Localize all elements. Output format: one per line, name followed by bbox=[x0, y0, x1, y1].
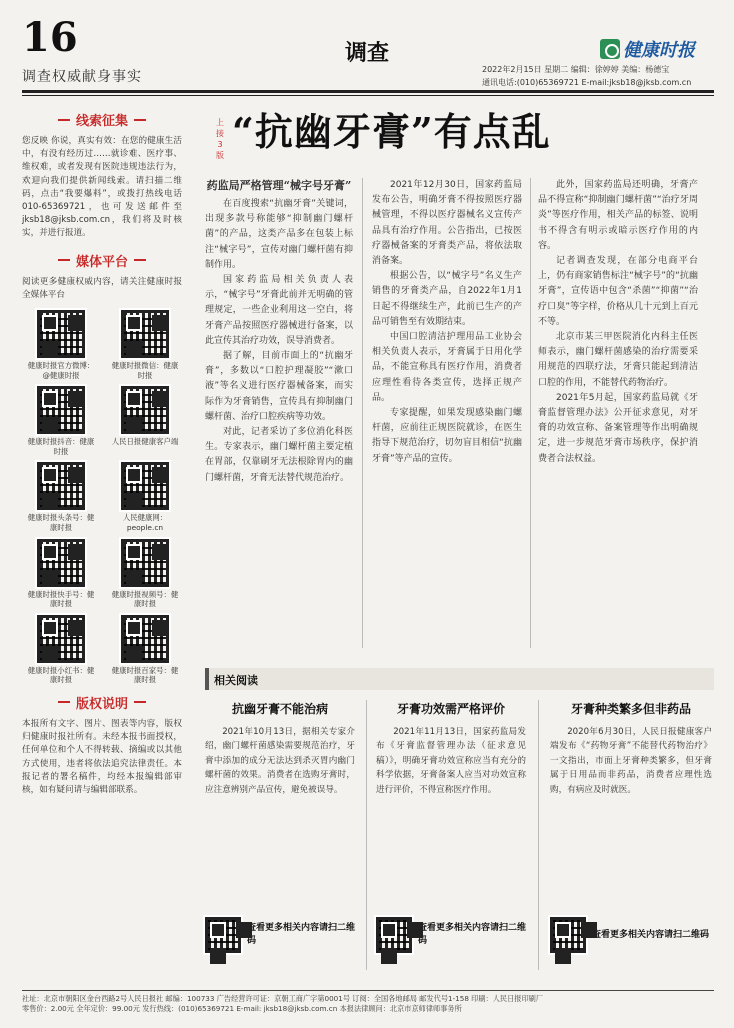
related-item-footer bbox=[550, 917, 712, 953]
paragraph: 2021年10月13日，据相关专家介绍，幽门螺杆菌感染需要规范治疗，牙膏中添加的成分无法达到杀灭胃内幽门螺杆菌的效果。消费者在选购牙膏时，应注意辨别产品宣传，避免被误导。 bbox=[205, 727, 355, 795]
qr-item[interactable] bbox=[110, 615, 180, 685]
qr-code-icon[interactable] bbox=[121, 615, 169, 663]
footer-line: 零售价：2.00元 全年定价：99.00元 发行热线：(010)65369721 E-mail: jksb18@jksb.com.cn 本报法律顾问：北京市京师律师事务所 bbox=[22, 1004, 462, 1013]
section-title: 调查 bbox=[344, 40, 389, 66]
header-rule-thin bbox=[22, 95, 714, 96]
related-item bbox=[376, 700, 526, 953]
media-text: 阅读更多健康权威内容，请关注健康时报全媒体平台 bbox=[22, 276, 182, 300]
article-column-3 bbox=[538, 178, 698, 648]
paragraph: 北京市某三甲医院消化内科主任医师表示，幽门螺杆菌感染的治疗需要采用规范的四联疗法，牙膏只能起到清洁口腔的作用，不能替代药物治疗。 bbox=[538, 332, 698, 388]
article-column-2 bbox=[372, 178, 522, 648]
slogan: 调查权威献身事实 bbox=[22, 69, 142, 85]
qr-code-icon[interactable] bbox=[550, 917, 586, 953]
related-item bbox=[550, 700, 712, 953]
footer bbox=[22, 994, 714, 1014]
qr-label: 健康时报小红书：健康时报 bbox=[27, 665, 95, 685]
column-divider bbox=[530, 178, 531, 648]
qr-code-icon[interactable] bbox=[376, 917, 412, 953]
related-item-body bbox=[550, 725, 712, 915]
paragraph: 2021年5月起，国家药监局就《牙膏监督管理办法》公开征求意见，对牙膏的功效宣称、备案管理等作出明确规定，进一步规范牙膏市场秩序，保护消费者合法权益。 bbox=[538, 392, 698, 464]
column-divider bbox=[538, 700, 539, 970]
copyright-text: 本报所有文字、图片、图表等内容，版权归健康时报社所有。未经本报书面授权，任何单位和个人不得转载、摘编或以其他方式使用，违者将依法追究法律责任。本报记者的署名稿件，均经本报编辑部审核，如有疑问请与编辑部联系。 bbox=[22, 718, 182, 795]
page-number: 16 bbox=[22, 14, 78, 61]
related-item-title: 牙膏功效需严格评价 bbox=[396, 702, 505, 716]
paragraph: 记者调查发现，在部分电商平台上，仍有商家销售标注“械字号”的“抗幽牙膏”，宣传语中包含“杀菌”“抑菌”“治疗口臭”等字样，价格从几十元到上百元不等。 bbox=[538, 256, 698, 327]
qr-item[interactable] bbox=[26, 539, 96, 609]
related-item-footer bbox=[376, 917, 526, 953]
read-more-link[interactable]: 查看更多相关内容请扫二维码 bbox=[247, 923, 356, 946]
qr-code-icon[interactable] bbox=[37, 615, 85, 663]
qr-code-icon[interactable] bbox=[121, 462, 169, 510]
column-divider bbox=[366, 700, 367, 970]
qr-code-icon[interactable] bbox=[121, 539, 169, 587]
read-more-link[interactable]: 查看更多相关内容请扫二维码 bbox=[418, 923, 527, 946]
qr-code-icon[interactable] bbox=[37, 310, 85, 358]
qr-label: 健康时报百家号：健康时报 bbox=[111, 665, 179, 685]
article-column-1 bbox=[205, 178, 353, 648]
qr-item[interactable] bbox=[110, 310, 180, 380]
footer-rule bbox=[22, 990, 714, 991]
clue-text: 您反映 你说，真实有效：在您的健康生活中，有没有经历过……就诊难、医疗事、维权难，或者发现有医院违规违法行为，欢迎向我们提供新闻线索。请扫描二维码，点击“我要爆料”，或拨打热线电话010-65369721，也可发送邮件至jksb18@jksb.com.cn，我们将及时核实，并进行报道。 bbox=[22, 136, 182, 239]
qr-item[interactable] bbox=[110, 386, 180, 456]
header-rule bbox=[22, 90, 714, 93]
qr-code-icon[interactable] bbox=[205, 917, 241, 953]
paragraph: 对此，记者采访了多位消化科医生。专家表示，幽门螺杆菌主要定植在胃部，仅靠刷牙无法根除胃内的幽门螺杆菌，牙膏无法替代规范治疗。 bbox=[205, 427, 353, 483]
copyright-heading: 版权说明 bbox=[22, 693, 182, 712]
column-divider bbox=[362, 178, 363, 648]
qr-label: 健康时报抖音：健康时报 bbox=[27, 437, 95, 456]
qr-item[interactable] bbox=[26, 386, 96, 456]
paragraph: 2021年11月13日，国家药监局发布《牙膏监督管理办法（征求意见稿）》，明确牙膏功效宣称应当有充分的科学依据，牙膏备案人应当对功效宣称进行评价，不得宣称医疗作用。 bbox=[376, 727, 526, 795]
related-item bbox=[205, 700, 355, 953]
qr-code-icon[interactable] bbox=[37, 386, 85, 434]
masthead-logo bbox=[600, 36, 695, 62]
paragraph: 2020年6月30日，人民日报健康客户端发布《“药物牙膏”不能替代药物治疗》一文指出，市面上牙膏种类繁多，但牙膏属于日用品而非药品，消费者应理性选购，有病应及时就医。 bbox=[550, 727, 712, 795]
paragraph: 中国口腔清洁护理用品工业协会相关负责人表示，牙膏属于日用化学品，不能宣称具有医疗作用，消费者应理性看待各类宣传，选择正规产品。 bbox=[372, 332, 522, 403]
qr-code-icon[interactable] bbox=[121, 310, 169, 358]
paragraph: 在百度搜索“抗幽牙膏”关键词，出现多款号称能够“抑制幽门螺杆菌”的产品，这类产品多在包装上标注“械字号”，宣传对幽门螺杆菌有抑制作用。 bbox=[205, 199, 353, 270]
related-bar bbox=[205, 668, 714, 690]
qr-label: 健康时报快手号：健康时报 bbox=[27, 589, 95, 609]
continued-from: 上接3版 bbox=[216, 118, 224, 160]
related-item-body bbox=[205, 725, 355, 915]
related-item-title: 牙膏种类繁多但非药品 bbox=[570, 702, 691, 716]
headline: “抗幽牙膏”有点乱 bbox=[232, 109, 551, 154]
paragraph: 专家提醒，如果发现感染幽门螺杆菌，应前往正规医院就诊，在医生指导下规范治疗，切勿盲目相信“抗幽牙膏”等产品的宣传。 bbox=[372, 408, 522, 464]
sidebar bbox=[22, 110, 182, 1028]
issue-meta: 2022年2月15日 星期二 编辑：徐婷婷 美编：杨德宝 bbox=[482, 65, 670, 74]
qr-label: 人民健康网：people.cn bbox=[122, 513, 168, 532]
contact-meta: 通讯电话:(010)65369721 E-mail:jksb18@jksb.com.cn bbox=[482, 78, 692, 87]
paragraph: 此外，国家药监局还明确，牙膏产品不得宣称“抑制幽门螺杆菌”“治疗牙周炎”等医疗作用，相关产品的标签、说明书不得含有明示或暗示医疗作用的内容。 bbox=[538, 180, 698, 251]
clue-heading: 线索征集 bbox=[22, 110, 182, 129]
paragraph: 据了解，目前市面上的“抗幽牙膏”，多数以“口腔护理凝胶”“漱口液”等名义进行医疗器械备案，而实际作为牙膏销售，宣传具有抑制幽门螺杆菌、治疗口腔疾病等功效。 bbox=[205, 351, 353, 422]
footer-line: 社址：北京市朝阳区金台西路2号人民日报社 邮编：100733 广告经营许可证：京朝工商广字第0001号 订阅：全国各地邮局 邮发代号1-158 印刷：人民日报印刷厂 bbox=[22, 994, 544, 1003]
related-item-footer bbox=[205, 917, 355, 953]
qr-item[interactable] bbox=[110, 539, 180, 609]
qr-code-icon[interactable] bbox=[37, 539, 85, 587]
qr-label: 人民日报健康客户端 bbox=[111, 437, 179, 447]
qr-item[interactable] bbox=[110, 462, 180, 532]
qr-code-icon[interactable] bbox=[37, 462, 85, 510]
related-title: 相关阅读 bbox=[214, 674, 258, 687]
qr-item[interactable] bbox=[26, 310, 96, 380]
qr-item[interactable] bbox=[26, 615, 96, 685]
related-item-body bbox=[376, 725, 526, 915]
qr-code-icon[interactable] bbox=[121, 386, 169, 434]
qr-grid bbox=[26, 310, 182, 685]
qr-label: 健康时报视频号：健康时报 bbox=[111, 589, 179, 609]
read-more-link[interactable]: 查看更多相关内容请扫二维码 bbox=[592, 929, 710, 940]
qr-label: 健康时报头条号：健康时报 bbox=[27, 513, 95, 532]
paragraph: 国家药监局相关负责人表示，“械字号”牙膏此前并无明确的管理规定，一些企业利用这一空白，将牙膏产品按照医疗器械进行备案，以此宣传其治疗功效，误导消费者。 bbox=[205, 275, 353, 346]
qr-item[interactable] bbox=[26, 462, 96, 532]
qr-label: 健康时报官方微博：@健康时报 bbox=[27, 361, 95, 380]
paragraph: 2021年12月30日，国家药监局发布公告，明确牙膏不得按照医疗器械管理，不得以医疗器械名义宣传产品具有治疗作用。公告指出，已按医疗器械备案的牙膏类产品，将依法取消备案。 bbox=[372, 180, 522, 267]
media-heading: 媒体平台 bbox=[22, 251, 182, 270]
logo-icon bbox=[600, 39, 620, 59]
qr-label: 健康时报微信：健康时报 bbox=[111, 361, 179, 380]
subheadline: 药监局严格管理“械字号牙膏” bbox=[206, 179, 352, 192]
logo-text: 健康时报 bbox=[623, 40, 695, 61]
paragraph: 根据公告，以“械字号”名义生产销售的牙膏类产品，自2022年1月1日起不得继续生产，此前已生产的产品可销售至有效期结束。 bbox=[372, 271, 522, 327]
related-item-title: 抗幽牙膏不能治病 bbox=[231, 702, 328, 716]
